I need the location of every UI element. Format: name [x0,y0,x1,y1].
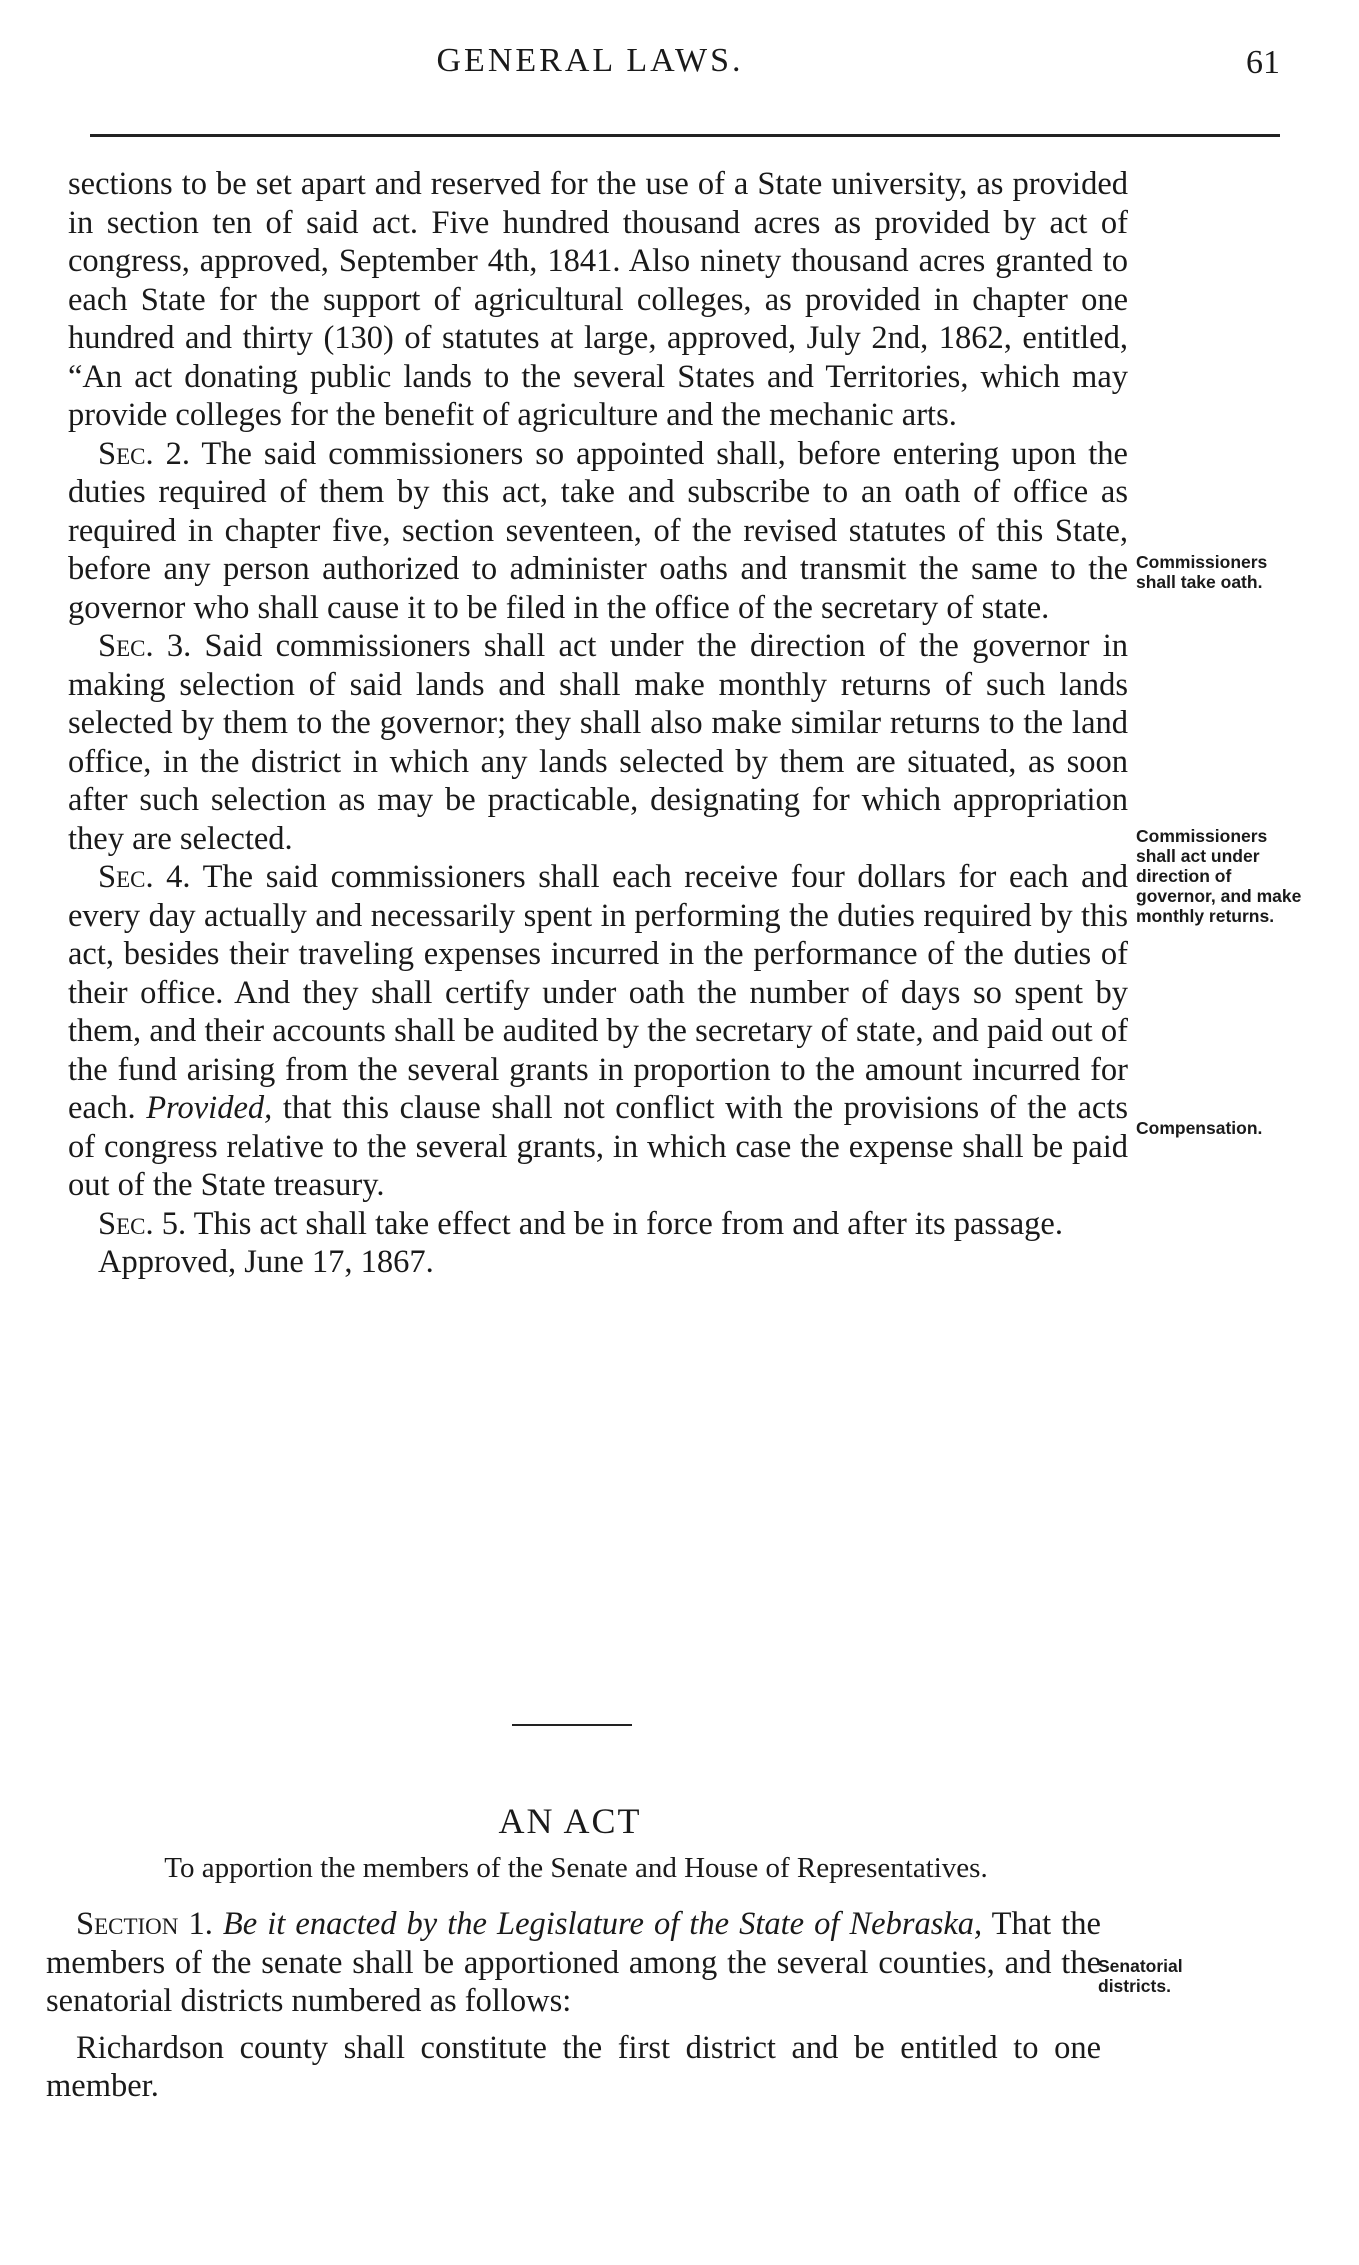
section-5-label: Sec. 5. [98,1205,187,1242]
section-3-label: Sec. 3. [98,628,192,664]
margin-note-senatorial: Senatorial districts. [1098,1956,1183,1996]
enacting-clause: Be it enacted by the Legislature of the State of Nebraska, [222,1906,983,1942]
section-4-paragraph [68,858,1128,1205]
section-5-text: This act shall take effect and be in force from and after its passage. [193,1205,1063,1242]
page-number: 61 [1246,44,1280,81]
margin-note-sec-4: Compensation. [1136,1118,1263,1138]
main-text-column [68,165,1128,1282]
section-2-label: Sec. 2. [98,435,190,472]
section-4-text: The said commissioners shall each receive four dollars for each and every day actually and necessarily spent in performing the duties required by this act, besides their traveling expenses incurred in the performance of the duties of their office. And they shall certify under oath the number of days so spent by them, and their accounts shall be audited by the secretary of state, and paid out of the fund arising from the several grants in proportion to the amount incurred for each. [68,859,1128,1126]
header-rule [90,134,1280,137]
section-4-label: Sec. 4. [98,859,191,895]
act-section-1-text: That the members of the senate shall be apportioned among the several counties, and the senatorial districts numbered as follows: [46,1906,1101,2019]
section-3-paragraph [68,627,1128,858]
act-body [46,1905,1101,2106]
section-2-text: The said commissioners so appointed shall, before entering upon the duties required of them by this act, take and subscribe to an oath of office as required in chapter five, section seventeen, of the revised statutes of this State, before any person authorized to administer oaths and transmit the same to the governor who shall cause it to be filed in the office of the secretary of state. [68,435,1128,626]
section-5-paragraph [68,1205,1128,1244]
margin-note-sec-3: Commissioners shall act under direction of governor, and make monthly returns. [1136,826,1302,926]
section-2-paragraph [68,435,1128,628]
act-section-1-paragraph [46,1905,1101,2021]
section-4-proviso: Provided, [146,1090,273,1126]
act-subtitle: To apportion the members of the Senate and House of Representatives. [164,1852,988,1884]
carryover-paragraph: sections to be set apart and reserved for the use of a State university, as provided in section ten of said act. Five hundred thousand acres as provided by act of congress, approved, September 4th, 1841. Also ninety thousand acres granted to each State for the support of agricultural colleges, as provided in chapter one hundred and thirty (130) of statutes at large, approved, July 2nd, 1862, entitled, “An act donating public lands to the several States and Territories, which may provide colleges for the benefit of agriculture and the mechanic arts. [68,166,1128,433]
margin-note-sec-2: Commissioners shall take oath. [1136,552,1268,592]
district-1-paragraph: Richardson county shall constitute the first district and be entitled to one member. [46,2029,1101,2104]
section-divider [512,1724,632,1726]
running-head [90,42,1280,92]
approval-date: Approved, June 17, 1867. [98,1244,434,1280]
section-3-text: Said commissioners shall act under the direction of the governor in making selection of said lands and shall make monthly returns of such lands selected by them to the governor; they shall also make similar returns to the land office, in the district in which any lands selected by them are situated, as soon after such selection as may be practicable, designating for which appropriation they are selected. [68,628,1129,857]
act-title: AN ACT [498,1801,642,1841]
running-head-title: GENERAL LAWS. [436,42,744,79]
section-4-text-after: that this clause shall not conflict with the provisions of the acts of congress relative to the several grants, in which case the expense shall be paid out of the State treasury. [68,1090,1129,1203]
act-section-1-label: Section 1. [76,1906,213,1942]
